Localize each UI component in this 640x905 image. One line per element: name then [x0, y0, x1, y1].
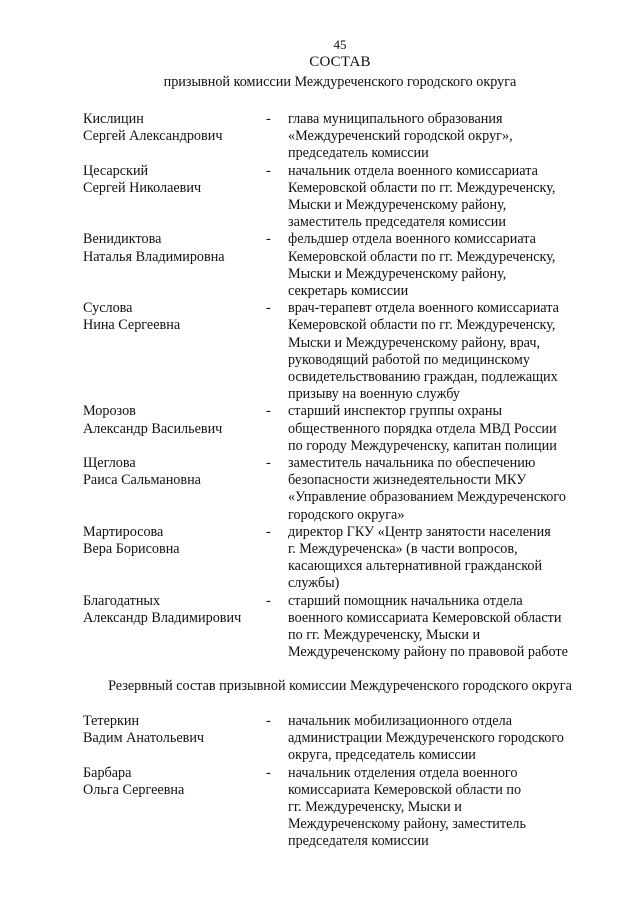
- member-name: [83, 765, 263, 799]
- member-entry: [0, 403, 640, 455]
- member-role: [288, 765, 588, 851]
- member-dash: -: [266, 713, 271, 729]
- member-name: [83, 111, 263, 145]
- member-given-name: Сергей Николаевич: [83, 179, 202, 196]
- member-name: [83, 163, 263, 197]
- member-role-line: администрации Междуреченского городского: [288, 730, 564, 747]
- member-entry: [0, 455, 640, 524]
- member-dash: -: [266, 764, 271, 781]
- member-role-line: городского округа»: [288, 506, 405, 523]
- member-role-line: Мыски и Междуреченскому району,: [288, 197, 507, 214]
- member-entry: [0, 163, 640, 232]
- member-name: [83, 403, 263, 437]
- member-role-line: г. Междуреченска» (в части вопросов,: [288, 541, 518, 558]
- member-entry: [0, 231, 640, 300]
- member-surname: Мартиросова: [83, 523, 164, 540]
- member-surname: Благодатных: [83, 592, 161, 609]
- member-role-line: руководящий работой по медицинскому: [288, 351, 530, 368]
- member-name: [83, 300, 263, 334]
- member-role-line: заместитель председателя комиссии: [288, 214, 506, 231]
- member-name: [83, 593, 263, 627]
- member-role-line: директор ГКУ «Центр занятости населения: [288, 523, 551, 540]
- member-role-line: начальник отдела военного комиссариата: [288, 162, 538, 179]
- member-role-line: глава муниципального образования: [288, 111, 503, 127]
- member-dash: -: [266, 403, 271, 420]
- member-dash: -: [266, 111, 271, 127]
- member-role-line: председатель комиссии: [288, 145, 429, 162]
- member-role: [288, 231, 588, 300]
- member-name: [83, 455, 263, 489]
- member-given-name: Вера Борисовна: [83, 541, 180, 558]
- member-entry: [0, 111, 640, 163]
- member-surname: Суслова: [83, 300, 133, 317]
- member-surname: Кислицин: [83, 111, 144, 127]
- member-role-line: Кемеровской области по гг. Междуреченску,: [288, 248, 556, 265]
- member-role-line: безопасности жизнедеятельности МКУ: [288, 472, 527, 489]
- member-surname: Барбара: [83, 764, 132, 781]
- member-entry: [0, 524, 640, 593]
- member-role-line: «Междуреченский городской округ»,: [288, 128, 513, 145]
- member-role: [288, 111, 588, 163]
- member-surname: Морозов: [83, 403, 136, 420]
- member-role-line: Междуреченскому району по правовой работе: [288, 644, 568, 661]
- member-entry: [0, 765, 640, 851]
- member-role-line: касающихся альтернативной гражданской: [288, 558, 543, 575]
- member-role: [288, 455, 588, 524]
- reserve-members-list: [0, 713, 640, 851]
- document-subtitle: призывной комиссии Междуреченского городского округа: [163, 74, 517, 90]
- member-role-line: старший инспектор группы охраны: [288, 403, 502, 420]
- member-role-line: фельдшер отдела военного комиссариата: [288, 231, 536, 248]
- member-role-line: призыву на военную службу: [288, 386, 460, 403]
- member-given-name: Александр Владимирович: [83, 609, 242, 626]
- member-role-line: Междуреченскому району, заместитель: [288, 816, 526, 833]
- member-role-line: начальник отделения отдела военного: [288, 764, 518, 781]
- member-role: [288, 300, 588, 403]
- member-role-line: общественного порядка отдела МВД России: [288, 420, 557, 437]
- member-role: [288, 524, 588, 593]
- member-dash: -: [266, 231, 271, 248]
- member-given-name: Наталья Владимировна: [83, 248, 225, 265]
- member-role-line: по городу Междуреченску, капитан полиции: [288, 437, 557, 454]
- member-dash: -: [266, 300, 271, 317]
- member-given-name: Нина Сергеевна: [83, 317, 181, 334]
- member-entry: [0, 593, 640, 662]
- member-surname: Венидиктова: [83, 231, 162, 248]
- member-role-line: Мыски и Междуреченскому району, врач,: [288, 334, 541, 351]
- member-given-name: Ольга Сергеевна: [83, 781, 185, 798]
- member-role-line: освидетельствованию граждан, подлежащих: [288, 369, 558, 386]
- member-name: [83, 713, 263, 747]
- member-role: [288, 163, 588, 232]
- member-name: [83, 524, 263, 558]
- member-given-name: Сергей Александрович: [83, 128, 223, 145]
- commission-members-list: [0, 111, 640, 662]
- member-entry: [0, 300, 640, 403]
- member-entry: [0, 713, 640, 765]
- member-role-line: секретарь комиссии: [288, 283, 409, 300]
- member-dash: -: [266, 455, 271, 472]
- member-role-line: по гг. Междуреченску, Мыски и: [288, 627, 481, 644]
- member-role-line: Мыски и Междуреченскому району,: [288, 265, 507, 282]
- member-given-name: Вадим Анатольевич: [83, 730, 205, 747]
- member-role-line: службы): [288, 575, 340, 592]
- member-role: [288, 403, 588, 455]
- member-surname: Тетеркин: [83, 713, 140, 729]
- member-role-line: военного комиссариата Кемеровской области: [288, 609, 562, 626]
- member-role-line: гг. Междуреченску, Мыски и: [288, 799, 462, 816]
- member-role-line: начальник мобилизационного отдела: [288, 713, 512, 729]
- member-surname: Щеглова: [83, 455, 136, 472]
- member-role: [288, 593, 588, 662]
- member-role-line: комиссариата Кемеровской области по: [288, 781, 522, 798]
- member-role-line: Кемеровской области по гг. Междуреченску,: [288, 179, 556, 196]
- member-role-line: заместитель начальника по обеспечению: [288, 455, 536, 472]
- member-role-line: округа, председатель комиссии: [288, 747, 476, 764]
- member-dash: -: [266, 592, 271, 609]
- member-dash: -: [266, 523, 271, 540]
- member-role-line: врач-терапевт отдела военного комиссариата: [288, 300, 559, 317]
- member-role-line: «Управление образованием Междуреченского: [288, 489, 566, 506]
- member-given-name: Александр Васильевич: [83, 420, 223, 437]
- member-role-line: председателя комиссии: [288, 833, 429, 850]
- reserve-section-heading: Резервный состав призывной комиссии Междуреченского городского округа: [108, 678, 572, 694]
- member-role-line: старший помощник начальника отдела: [288, 592, 523, 609]
- member-surname: Цесарский: [83, 162, 149, 179]
- member-role-line: Кемеровской области по гг. Междуреченску,: [288, 317, 556, 334]
- page-number: 45: [333, 37, 347, 52]
- member-dash: -: [266, 162, 271, 179]
- member-name: [83, 231, 263, 265]
- member-given-name: Раиса Сальмановна: [83, 472, 201, 489]
- member-role: [288, 713, 588, 765]
- document-title: СОСТАВ: [309, 54, 371, 70]
